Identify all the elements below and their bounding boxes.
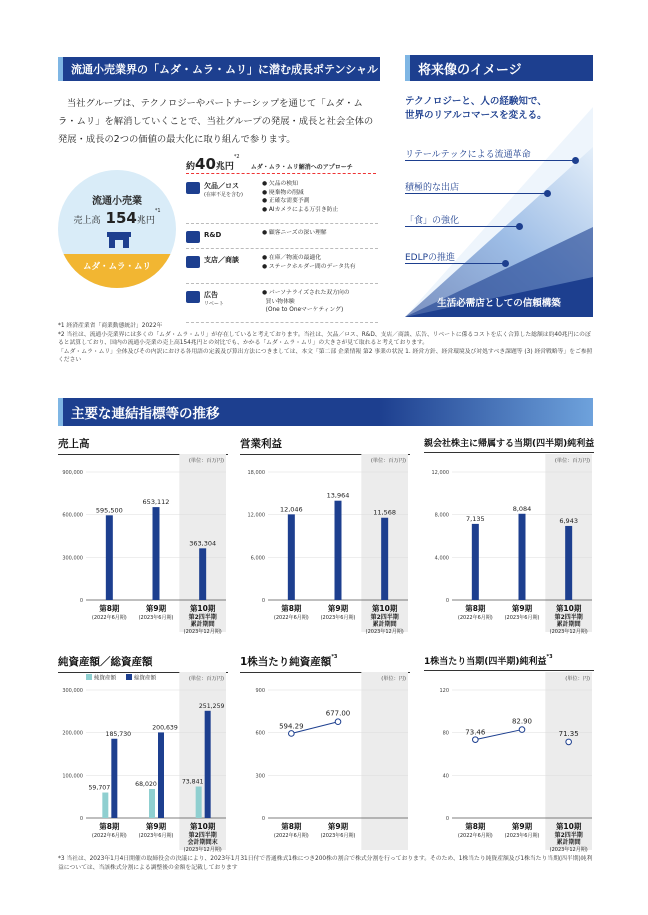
y-tick-label: 300: [255, 773, 265, 780]
x-category-sub: (2022年6月期): [273, 833, 309, 839]
point-value-label: 82.90: [511, 717, 533, 726]
bar: [196, 786, 202, 818]
approach-item: ● AIカメラによる万引き防止: [262, 206, 339, 213]
y-tick-label: 0: [261, 816, 265, 822]
x-category-label: 第8期: [281, 604, 302, 613]
x-category-sub: (2022年6月期): [457, 833, 493, 839]
section1-footnotes: [58, 322, 594, 365]
chart-svg: [58, 454, 228, 634]
approach-row-items: [262, 252, 356, 283]
bar: [472, 524, 479, 600]
x-category-label: 第9期: [145, 604, 167, 613]
bar-value-label: 185,730: [105, 730, 132, 738]
approach-row: [186, 227, 378, 249]
x-category-label: 第9期: [327, 822, 349, 831]
y-tick-label: 200,000: [62, 730, 83, 737]
vision-step-dot: [572, 157, 579, 164]
footnote3: *3 当社は、2023年1月4日開催の取締役会の決議により、2023年1月31日付で普通株式1株につき200株の割合で株式分割を行っております。そのため、1株当たり純資産額及び1株当たり当期(四半期)純利益については、当該株式分割による調整後の金額を記載しております: [58, 856, 593, 871]
bar: [102, 793, 108, 818]
approach-item: ● 在庫／物流の最適化: [262, 255, 322, 261]
bar-value-label: 7,135: [466, 514, 485, 523]
footnote: *1 経済産業省「商業動態統計」2022年: [58, 323, 163, 329]
x-category-sub: (2023年6月期): [138, 833, 174, 839]
y-tick-label: 6,000: [250, 555, 265, 562]
approach-item: ● 顧客ニーズの深い理解: [262, 230, 327, 236]
phone-icon: [186, 256, 200, 268]
vision-step-dot: [502, 260, 509, 267]
bar-value-label: 200,639: [152, 724, 178, 732]
vision-step-line: [405, 263, 505, 264]
line-point: [289, 731, 295, 737]
legend-swatch: [86, 674, 92, 680]
x-category-sub: (2022年6月期): [273, 615, 309, 621]
store-icon: [106, 230, 132, 248]
y-tick-label: 300,000: [62, 688, 83, 694]
x-category-label: 第9期: [145, 822, 167, 831]
y-tick-label: 4,000: [434, 555, 449, 562]
bar-value-label: 6,943: [559, 516, 578, 525]
x-category-sub: 第2四半期: [188, 832, 217, 839]
legend-label: 総資産額: [134, 675, 157, 682]
y-tick-label: 120: [439, 688, 449, 694]
vision-tagline: テクノロジーと、人の経験知で、 世界のリアルコマースを変える。: [405, 96, 547, 121]
approach-row: [186, 178, 378, 224]
x-category-label: 第9期: [511, 604, 533, 613]
approach-row-label: 支店／商談: [204, 256, 239, 264]
x-category-label: 第10期: [555, 822, 582, 831]
chart-unit: (単位：百万円): [188, 458, 224, 464]
x-category-sub: (2023年12月期): [549, 629, 588, 634]
bar: [205, 711, 211, 818]
x-category-sub: 累計期間: [372, 621, 397, 628]
chart-title: 純資産額／総資産額: [58, 656, 153, 668]
y-tick-label: 80: [442, 730, 449, 737]
approach-item: 買い物体験: [262, 298, 295, 305]
x-category-sub: (2022年6月期): [457, 615, 493, 621]
section3-header: [58, 398, 593, 426]
card-icon: [186, 182, 200, 194]
section2-header: [405, 55, 593, 81]
y-tick-label: 0: [79, 816, 83, 822]
section1-intro: 当社グループは、テクノロジーやパートナーシップを通じて「ムダ・ムラ・ムリ」を解消していくことで、当社グループの発展・成長と社会全体の発展・成長の2つの価値の最大化に取り組んで参ります。: [58, 98, 374, 145]
approach-item: ● 廃棄物の削減: [262, 189, 304, 196]
y-tick-label: 0: [445, 598, 449, 604]
x-category-sub: (2023年12月期): [365, 629, 404, 634]
x-category-label: 第10期: [371, 604, 398, 613]
x-category-sub: (2023年12月期): [549, 847, 588, 852]
x-category-sub: (2023年6月期): [320, 833, 356, 839]
x-category-label: 第10期: [189, 604, 216, 613]
chart-panel: [424, 654, 594, 854]
x-category-label: 第8期: [465, 604, 486, 613]
bar-value-label: 59,707: [88, 784, 111, 792]
chart-title-rule: [424, 670, 594, 671]
x-category-label: 第8期: [99, 604, 120, 613]
approach-item: ● 正確な需要予測: [262, 198, 310, 204]
retail-circle: [58, 170, 176, 288]
chart-title: 1株当たり当期(四半期)純利益$^{*3}$: [424, 654, 553, 667]
x-category-sub: 第2四半期: [554, 614, 583, 621]
x-category-label: 第8期: [465, 822, 486, 831]
bar: [158, 732, 164, 818]
y-tick-label: 300,000: [62, 555, 83, 562]
section1-title: 流通小売業界の「ムダ・ムラ・ムリ」に潜む成長ポテンシャル: [71, 63, 378, 76]
point-value-label: 677.00: [325, 709, 351, 718]
vision-step-dot: [544, 190, 551, 197]
line-point: [519, 727, 525, 733]
chart-unit: (単位：百万円): [188, 676, 224, 682]
approach-divider: [186, 173, 376, 174]
x-category-label: 第10期: [189, 822, 216, 831]
approach-row-items: [262, 178, 338, 223]
vision-step: 「食」の強化: [405, 216, 460, 226]
chart-svg: [424, 454, 594, 634]
chart-svg: [240, 672, 410, 852]
point-value-label: 71.35: [558, 729, 579, 738]
bar: [149, 789, 155, 818]
approach-row-label: 欠品／ロス (在庫不足を含む): [204, 182, 243, 198]
y-tick-label: 12,000: [247, 512, 265, 519]
approach-item: (One to Oneマーケティング): [262, 307, 344, 313]
x-category-sub: (2023年12月期): [183, 629, 222, 634]
bar-value-label: 595,500: [95, 506, 123, 515]
approach-rows: [186, 178, 378, 326]
circle-band: ムダ・ムラ・ムリ: [58, 254, 176, 288]
circle-sales: 売上高 154兆円$^{*1}$: [73, 208, 161, 227]
point-value-label: 594.29: [279, 722, 304, 731]
vision-step-line: [405, 160, 575, 161]
users-icon: [186, 291, 200, 303]
footnote: 「ムダ・ムラ・ムリ」全体及びその内訳における各用語の定義及び算出方法につきましては、本文「第二部 企業情報 第2 事業の状況 1. 経営方針、経営環境及び対処すべき課題等 (3) 経営戦略等」をご参照ください: [58, 348, 593, 363]
chart-title: 親会社株主に帰属する当期(四半期)純利益: [424, 439, 595, 449]
bar-value-label: 8,084: [512, 504, 532, 513]
approach-item: ● ステークホルダー間のデータ共有: [262, 263, 356, 270]
chart-title: 営業利益: [240, 438, 282, 450]
vision-step: リテールテックによる流通革命: [405, 150, 531, 160]
bar-value-label: 251,259: [198, 702, 225, 710]
bar: [335, 501, 342, 600]
chart-title: 1株当たり純資産額$^{*3}$: [240, 654, 338, 668]
bar: [381, 518, 388, 600]
section3-title: 主要な連結指標等の推移: [71, 406, 220, 422]
bar: [153, 507, 160, 600]
x-category-sub: 第2四半期: [188, 614, 217, 621]
vision-step: EDLPの推進: [405, 253, 456, 263]
bar: [106, 515, 113, 600]
approach-row: [186, 287, 378, 323]
footnote: *2 当社は、流通小売業界には多くの「ムダ・ムラ・ムリ」が存在していると考えております。当社は、欠品／ロス、R&D、支店／商談、広告、リベートに係るコストを広く合算した総額は約40兆円にのぼると試算しており、国内の流通小売業の売上高154兆円との対比でも、かかる「ムダ・ムラ・ムリ」の大きさが見て取れると考えております。: [58, 331, 591, 346]
chart-panel: [240, 436, 410, 636]
section1-header: [58, 57, 380, 81]
bar-value-label: 653,112: [142, 498, 170, 507]
approach-item: ● 欠品の検知: [262, 181, 298, 187]
bar: [199, 548, 206, 600]
point-value-label: 73.46: [465, 728, 486, 737]
y-tick-label: 8,000: [434, 512, 449, 519]
x-category-label: 第8期: [99, 822, 120, 831]
x-category-label: 第9期: [511, 822, 533, 831]
y-tick-label: 600: [255, 730, 265, 737]
bar-value-label: 13,964: [326, 491, 350, 500]
monitor-icon: [186, 231, 200, 243]
x-category-sub: (2023年6月期): [504, 615, 540, 621]
x-category-sub: 第2四半期: [370, 614, 399, 621]
chart-svg: [240, 454, 410, 634]
y-tick-label: 900: [255, 688, 265, 694]
chart-panel: [240, 654, 410, 854]
approach-row-items: [262, 287, 350, 322]
x-category-sub: 第2四半期: [554, 832, 583, 839]
bar: [111, 739, 117, 818]
vision-step: 積極的な出店: [405, 183, 460, 193]
y-tick-label: 900,000: [62, 470, 83, 476]
x-category-sub: (2023年6月期): [138, 615, 174, 621]
approach-row-items: [262, 227, 327, 248]
bar-value-label: 363,304: [189, 539, 217, 548]
vision-base: 生活必需店としての信頼構築: [437, 298, 561, 309]
y-tick-label: 18,000: [247, 470, 265, 476]
y-tick-label: 600,000: [62, 512, 83, 519]
x-category-label: 第9期: [327, 604, 349, 613]
y-tick-label: 0: [79, 598, 83, 604]
y-tick-label: 0: [445, 816, 449, 822]
chart-unit: (単位：円): [565, 676, 590, 682]
y-tick-label: 0: [261, 598, 265, 604]
chart-title-rule: [424, 452, 594, 453]
approach-row-label: 広告 リベート: [204, 291, 224, 307]
approach-row: [186, 252, 378, 284]
bar: [288, 514, 295, 600]
x-category-sub: (2022年6月期): [91, 615, 127, 621]
bar-value-label: 68,020: [135, 780, 157, 788]
highlight-column: [361, 672, 408, 850]
chart-unit: (単位：百万円): [554, 458, 590, 464]
chart-panel: [424, 436, 594, 636]
vision-step-line: [405, 193, 547, 194]
circle-label: 流通小売業: [92, 196, 142, 207]
approach-row-label: R&D: [204, 231, 222, 239]
x-category-label: 第10期: [555, 604, 582, 613]
x-category-label: 第8期: [281, 822, 302, 831]
y-tick-label: 12,000: [431, 470, 449, 476]
line-point: [566, 739, 572, 745]
bar: [519, 514, 526, 600]
x-category-sub: 累計期間: [556, 621, 581, 628]
bar: [565, 526, 572, 600]
chart-unit: (単位：百万円): [370, 458, 406, 464]
line-point: [335, 719, 341, 725]
approach-header: 約40兆円$^{*2}$ ムダ・ムラ・ムリ解消へのアプローチ: [186, 154, 353, 173]
chart-svg: [424, 672, 594, 852]
bar-value-label: 12,046: [279, 505, 303, 514]
bar-value-label: 11,568: [373, 508, 397, 517]
legend-swatch: [126, 674, 132, 680]
chart-svg: [58, 672, 228, 852]
x-category-sub: 累計期間: [190, 621, 215, 628]
chart-panel: [58, 436, 228, 636]
section2-title: 将来像のイメージ: [418, 62, 522, 78]
chart-panel: [58, 654, 228, 854]
vision-step-line: [405, 226, 519, 227]
bar-value-label: 73,841: [181, 778, 204, 786]
x-category-sub: (2023年12月期): [183, 847, 222, 852]
x-category-sub: (2023年6月期): [320, 615, 356, 621]
x-category-sub: (2023年6月期): [504, 833, 540, 839]
x-category-sub: 累計期間: [556, 839, 581, 846]
legend-label: 純資産額: [94, 675, 117, 682]
y-tick-label: 100,000: [62, 773, 83, 780]
y-tick-label: 40: [442, 773, 449, 780]
line-point: [473, 737, 479, 743]
vision-step-dot: [516, 223, 523, 230]
chart-title: 売上高: [58, 438, 90, 450]
approach-item: ● パーソナライズされた双方向の: [262, 290, 350, 296]
x-category-sub: (2022年6月期): [91, 833, 127, 839]
chart-unit: (単位：円): [381, 676, 406, 682]
x-category-sub: 会計期間末: [187, 839, 218, 846]
